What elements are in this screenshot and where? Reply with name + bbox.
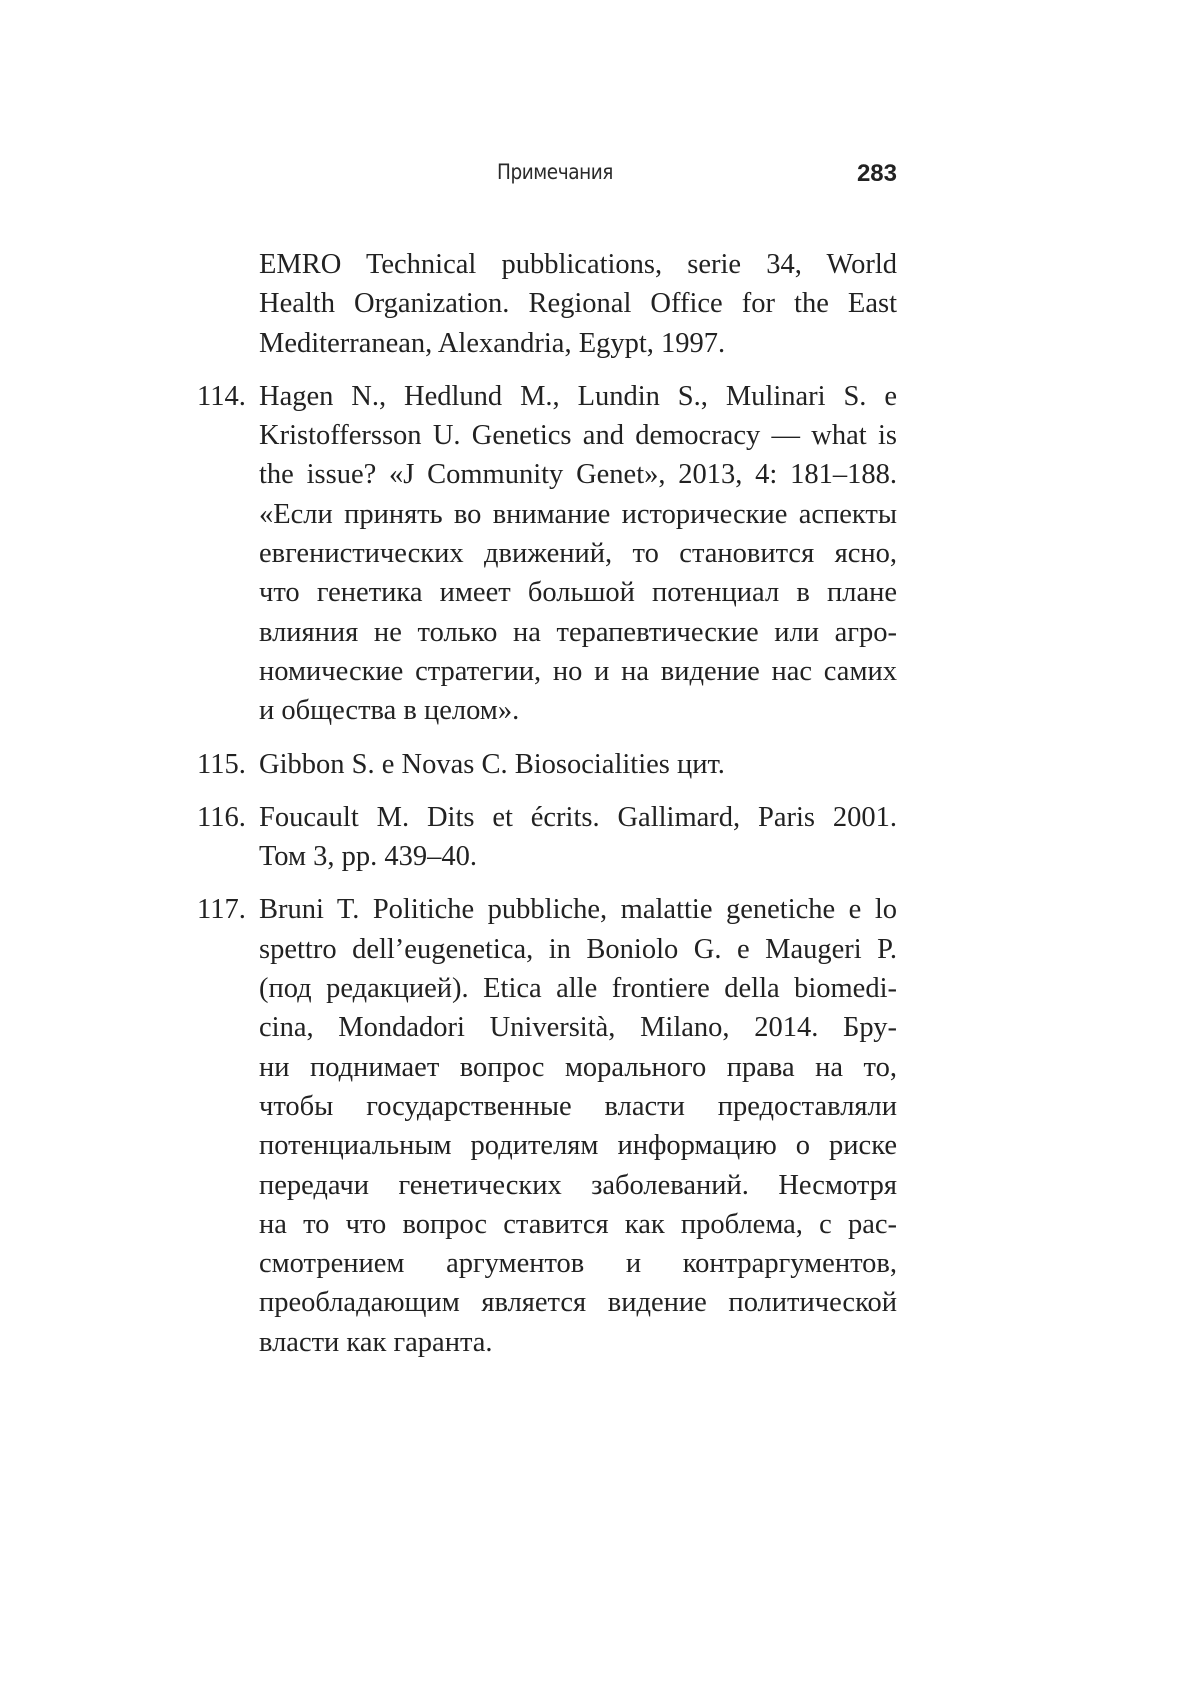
note-text-line: влияния не только на терапевтические или агро-: [259, 613, 897, 652]
note-entry: [197, 745, 897, 784]
note-text-line: и общества в целом».: [259, 691, 897, 730]
page-number: 283: [857, 160, 897, 188]
note-text-line: власти как гаранта.: [259, 1323, 897, 1362]
note-entry: [197, 890, 897, 1362]
note-text-line: Том 3, pp. 439–40.: [259, 837, 897, 876]
note-text-line: Bruni T. Politiche pubbliche, malattie genetiche e lo: [259, 890, 897, 929]
note-number: 115.: [197, 745, 259, 784]
notes-list: [197, 245, 897, 1376]
note-entry: [197, 798, 897, 877]
note-text-line: смотрением аргументов и контраргументов,: [259, 1244, 897, 1283]
note-text-line: Kristoffersson U. Genetics and democracy — what is: [259, 416, 897, 455]
note-text-line: передачи генетических заболеваний. Несмотря: [259, 1166, 897, 1205]
note-text-line: (под редакцией). Etica alle frontiere della biomedi-: [259, 969, 897, 1008]
note-text-line: на то что вопрос ставится как проблема, с рас-: [259, 1205, 897, 1244]
note-number: 114.: [197, 377, 259, 731]
note-text-line: the issue? «J Community Genet», 2013, 4: 181–188.: [259, 455, 897, 494]
note-text-line: Health Organization. Regional Office for the East: [259, 284, 897, 323]
note-text-line: «Если принять во внимание исторические аспекты: [259, 495, 897, 534]
note-number: 116.: [197, 798, 259, 877]
note-entry: [197, 245, 897, 363]
running-header-title: Примечания: [467, 160, 643, 184]
note-text-line: Foucault M. Dits et écrits. Gallimard, Paris 2001.: [259, 798, 897, 837]
note-text-line: номические стратегии, но и на видение нас самих: [259, 652, 897, 691]
note-text-line: потенциальным родителям информацию о риске: [259, 1126, 897, 1165]
note-text-line: что генетика имеет большой потенциал в плане: [259, 573, 897, 612]
note-text-line: Mediterranean, Alexandria, Egypt, 1997.: [259, 324, 897, 363]
note-text-line: евгенистических движений, то становится ясно,: [259, 534, 897, 573]
note-entry: [197, 377, 897, 731]
note-number: [197, 245, 259, 363]
note-text-line: EMRO Technical pubblications, serie 34, World: [259, 245, 897, 284]
note-text-line: преобладающим является видение политической: [259, 1283, 897, 1322]
note-text-line: spettro dell’eugenetica, in Boniolo G. e Maugeri P.: [259, 930, 897, 969]
note-text-line: cina, Mondadori Università, Milano, 2014. Бру-: [259, 1008, 897, 1047]
note-text-line: Gibbon S. e Novas C. Biosocialities цит.: [259, 745, 897, 784]
note-text-line: ни поднимает вопрос морального права на то,: [259, 1048, 897, 1087]
note-text-line: Hagen N., Hedlund M., Lundin S., Mulinari S. e: [259, 377, 897, 416]
note-number: 117.: [197, 890, 259, 1362]
note-text-line: чтобы государственные власти предоставляли: [259, 1087, 897, 1126]
